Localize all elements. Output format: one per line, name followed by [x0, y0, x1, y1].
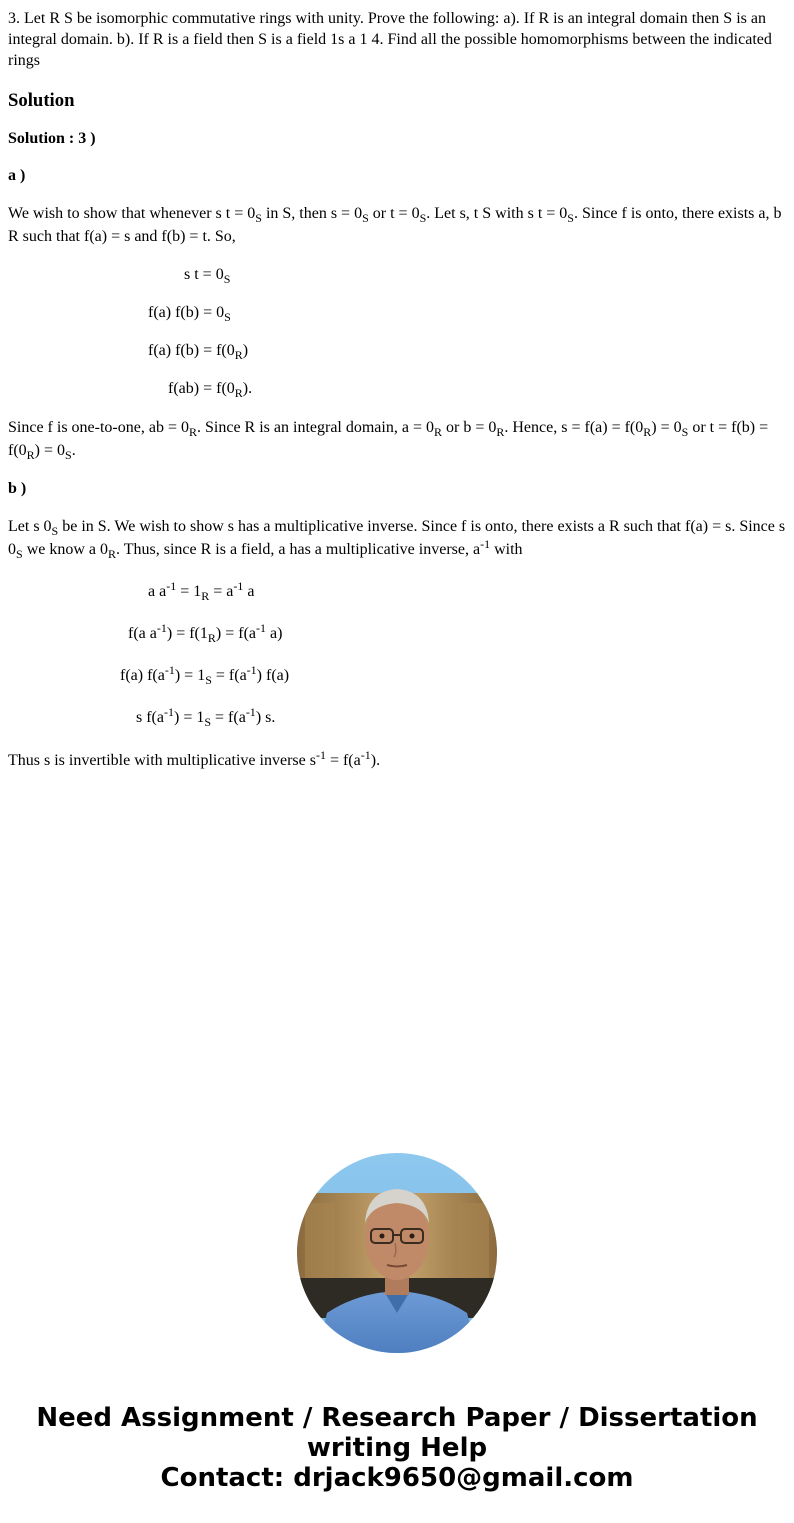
part-a-conclusion: Since f is one-to-one, ab = $0_R$. Since R is an integral domain, $a = 0_R$ or $b = 0_R$. Hence, $s = f(a) = f(0_R) = 0_S$ or $t = f(b) = f(0_R) = 0_S$. — [8, 419, 769, 462]
footer-contact — [0, 1403, 794, 1493]
part-b-equation: f(a) $f(a^{-1}) = 1_S = f(a^{-1})$ f(a) — [120, 663, 290, 687]
part-b-equation: s $f(a^{-1}) = 1_S = f(a^{-1})$ s. — [136, 705, 276, 729]
part-b-intro: Let s $0_S$ be in S. We wish to show s has a multiplicative inverse. Since f is onto, there exists a R such that f(a) = s. Since s $0_S$ we know a $0_R$. Thus, since R is a field, a has a multiplicative inverse, $a^{-1}$ with — [8, 518, 786, 561]
question-text: 3. Let R S be isomorphic commutative rings with unity. Prove the following: a). If R is an integral domain then S is an integral domain. b). If R is a field then S is a field 1s a 1 4. Find all the possible homomorphisms between the indicated rings — [8, 10, 772, 69]
part-a-equation: s $t = 0_S$ — [184, 266, 231, 286]
author-portrait-image — [297, 1153, 497, 1353]
part-b-label: b ) — [8, 480, 27, 497]
part-a-equation: $f(ab) = f(0_R)$. — [168, 380, 253, 400]
part-a-equation: f(a) $f(b) = f(0_R)$ — [148, 342, 249, 362]
solution-number: Solution : 3 ) — [8, 130, 96, 147]
footer-line-2: writing Help — [306, 1433, 488, 1463]
footer-contact-line: Contact: drjack9650@gmail.com — [160, 1463, 634, 1493]
solution-heading: Solution — [8, 90, 75, 111]
document-body — [8, 0, 788, 772]
part-a-label: a ) — [8, 167, 26, 184]
part-a-equation: f(a) $f(b) = 0_S$ — [148, 304, 231, 324]
author-avatar — [297, 1153, 497, 1353]
footer-line-1: Need Assignment / Research Paper / Dissertation — [36, 1403, 758, 1433]
part-b-equation: a $a^{-1} = 1_R = a^{-1}$ a — [148, 579, 255, 603]
part-b-conclusion: Thus s is invertible with multiplicative inverse $s^{-1} = f(a^{-1})$. — [8, 748, 381, 769]
part-b-equation: f(a $a^{-1}) = f(1_R) = f(a^{-1}$ a) — [128, 621, 283, 645]
part-a-intro: We wish to show that whenever s $t = 0_S$ in S, then $s = 0_S$ or $t = 0_S$. Let s, t S with s $t = 0_S$. Since f is onto, there exists a, b R such that f(a) = s and f(b) = t. So, — [8, 205, 782, 245]
